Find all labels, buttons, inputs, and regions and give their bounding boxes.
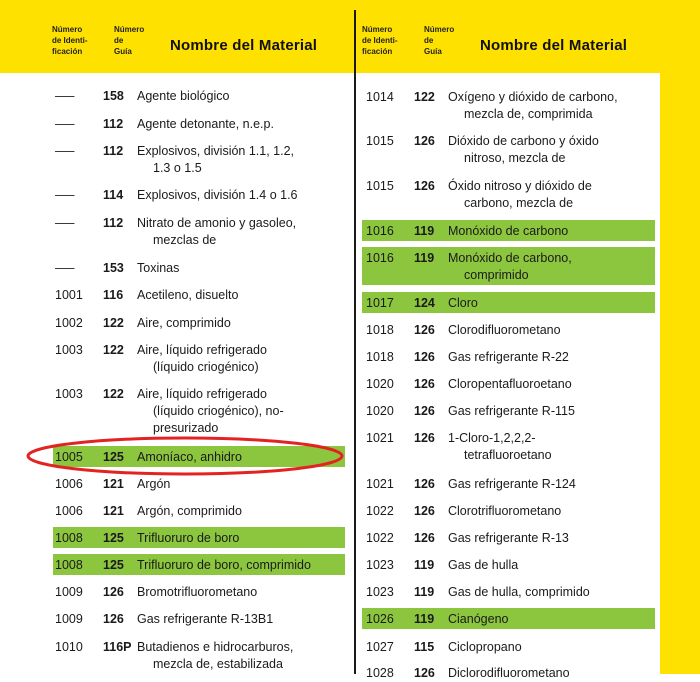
guide-number: 158 bbox=[103, 89, 124, 103]
material-name-line: Gas de hulla, comprimido bbox=[448, 585, 590, 599]
material-name-line: Ciclopropano bbox=[448, 640, 522, 654]
material-name-line: mezclas de bbox=[153, 233, 217, 247]
un-id-number: 1027 bbox=[366, 640, 394, 654]
un-id-number: 1014 bbox=[366, 90, 394, 104]
material-name bbox=[137, 449, 242, 466]
material-name-line: presurizado bbox=[153, 421, 219, 435]
material-name-line: Argón bbox=[137, 477, 171, 491]
material-name bbox=[448, 403, 575, 420]
guide-number: 112 bbox=[103, 216, 124, 230]
material-name-line: Clorodifluorometano bbox=[448, 323, 561, 337]
un-id-number: 1015 bbox=[366, 134, 394, 148]
material-name-line: Monóxido de carbono, bbox=[448, 251, 572, 265]
material-name bbox=[448, 178, 592, 212]
id-column-label-right: Número de Identi- ficación bbox=[362, 25, 398, 56]
guide-number: 116 bbox=[103, 288, 124, 302]
material-name-line: Acetileno, disuelto bbox=[137, 288, 239, 302]
material-name-line: Aire, líquido refrigerado bbox=[137, 343, 267, 357]
guide-number: 119 bbox=[414, 585, 435, 599]
guide-number: 126 bbox=[103, 612, 124, 626]
material-name-line: Oxígeno y dióxido de carbono, bbox=[448, 90, 618, 104]
material-name-line: Gas refrigerante R-13B1 bbox=[137, 612, 274, 626]
material-name-line: Cianógeno bbox=[448, 612, 509, 626]
material-name-line: Gas de hulla bbox=[448, 558, 519, 572]
material-name-line: Cloro bbox=[448, 296, 478, 310]
table-header bbox=[0, 0, 700, 73]
guide-column-label-right: Número de Guía bbox=[424, 25, 455, 56]
guide-number: 119 bbox=[414, 612, 435, 626]
un-id-number: 1026 bbox=[366, 612, 394, 626]
material-name bbox=[448, 295, 478, 312]
material-name-line: Argón, comprimido bbox=[137, 504, 242, 518]
material-name bbox=[137, 611, 273, 628]
guide-number: 112 bbox=[103, 144, 124, 158]
column-divider bbox=[354, 10, 356, 674]
un-id-number: 1022 bbox=[366, 531, 394, 545]
highlight-band bbox=[362, 608, 655, 629]
material-name-line: mezcla de, comprimida bbox=[464, 107, 593, 121]
page-edge-band bbox=[660, 0, 700, 674]
material-name-line: Gas refrigerante R-124 bbox=[448, 477, 576, 491]
guide-number: 122 bbox=[103, 387, 124, 401]
highlight-band bbox=[362, 292, 655, 313]
un-id-number: 1009 bbox=[55, 585, 83, 599]
guide-number: 121 bbox=[103, 477, 124, 491]
material-name-line: Aire, líquido refrigerado bbox=[137, 387, 267, 401]
un-id-number: 1010 bbox=[55, 640, 83, 654]
material-name bbox=[137, 88, 229, 105]
material-name-line: comprimido bbox=[464, 268, 529, 282]
un-id-number: 1028 bbox=[366, 666, 394, 680]
un-id-number: 1017 bbox=[366, 296, 394, 310]
guide-number: 119 bbox=[414, 558, 435, 572]
guide-number: 126 bbox=[414, 179, 435, 193]
un-id-number: —– bbox=[55, 261, 75, 275]
un-id-number: 1021 bbox=[366, 477, 394, 491]
material-name bbox=[448, 611, 508, 628]
un-id-number: —– bbox=[55, 89, 75, 103]
material-name-line: Óxido nitroso y dióxido de bbox=[448, 179, 592, 193]
guide-number: 126 bbox=[414, 666, 435, 680]
material-name bbox=[448, 639, 522, 656]
guide-number: 112 bbox=[103, 117, 124, 131]
guide-number: 125 bbox=[103, 558, 124, 572]
material-name-line: Toxinas bbox=[137, 261, 180, 275]
guide-number: 153 bbox=[103, 261, 124, 275]
material-name-line: Explosivos, división 1.4 o 1.6 bbox=[137, 188, 298, 202]
material-name-line: 1-Cloro-1,2,2,2- bbox=[448, 431, 536, 445]
un-id-number: 1008 bbox=[55, 531, 83, 545]
guide-number: 119 bbox=[414, 224, 435, 238]
material-name bbox=[448, 133, 599, 167]
guide-number: 126 bbox=[414, 377, 435, 391]
un-id-number: —– bbox=[55, 144, 75, 158]
guide-number: 126 bbox=[414, 404, 435, 418]
un-id-number: —– bbox=[55, 188, 75, 202]
material-name-line: Trifluoruro de boro bbox=[137, 531, 240, 545]
material-name-line: Gas refrigerante R-13 bbox=[448, 531, 569, 545]
material-name-line: Monóxido de carbono bbox=[448, 224, 569, 238]
guide-column-label-left: Número de Guía bbox=[114, 25, 145, 56]
material-name-line: Dióxido de carbono y óxido bbox=[448, 134, 599, 148]
material-name bbox=[137, 287, 238, 304]
guide-number: 122 bbox=[414, 90, 435, 104]
un-id-number: 1003 bbox=[55, 343, 83, 357]
guide-number: 126 bbox=[414, 350, 435, 364]
id-column-label-left: Número de Identi- ficación bbox=[52, 25, 88, 56]
guide-number: 114 bbox=[103, 188, 124, 202]
material-name bbox=[448, 584, 590, 601]
material-name-line: carbono, mezcla de bbox=[464, 196, 574, 210]
material-name bbox=[448, 322, 561, 339]
material-name-line: mezcla de, estabilizada bbox=[153, 657, 283, 671]
material-name bbox=[137, 386, 284, 437]
un-id-number: 1009 bbox=[55, 612, 83, 626]
material-name-line: Explosivos, división 1.1, 1.2, bbox=[137, 144, 295, 158]
guide-number: 125 bbox=[103, 450, 124, 464]
material-name bbox=[137, 187, 298, 204]
material-name bbox=[448, 430, 552, 464]
material-name bbox=[137, 342, 267, 376]
material-name bbox=[137, 503, 242, 520]
material-column-title-left: Nombre del Material bbox=[170, 37, 318, 54]
material-name bbox=[448, 89, 618, 123]
material-name bbox=[137, 530, 239, 547]
material-name-line: nitroso, mezcla de bbox=[464, 151, 566, 165]
guide-number: 116P bbox=[103, 640, 132, 654]
material-name bbox=[448, 476, 576, 493]
un-id-number: 1002 bbox=[55, 316, 83, 330]
material-name bbox=[448, 349, 569, 366]
material-name-line: Diclorodifluorometano bbox=[448, 666, 570, 680]
material-name bbox=[137, 315, 231, 332]
material-name bbox=[448, 557, 518, 574]
material-name bbox=[137, 215, 296, 249]
material-name bbox=[137, 476, 170, 493]
un-id-number: 1023 bbox=[366, 558, 394, 572]
material-name bbox=[137, 116, 274, 133]
material-name bbox=[448, 530, 569, 547]
un-id-number: 1018 bbox=[366, 323, 394, 337]
guide-number: 124 bbox=[414, 296, 435, 310]
guide-number: 126 bbox=[414, 323, 435, 337]
un-id-number: 1020 bbox=[366, 404, 394, 418]
material-name-line: Bromotrifluorometano bbox=[137, 585, 258, 599]
un-id-number: 1001 bbox=[55, 288, 83, 302]
material-name bbox=[137, 260, 179, 277]
guide-number: 119 bbox=[414, 251, 435, 265]
material-name bbox=[448, 223, 568, 240]
material-name-line: tetrafluoroetano bbox=[464, 448, 552, 462]
material-column-title-right: Nombre del Material bbox=[480, 37, 628, 54]
material-name bbox=[137, 584, 257, 601]
un-id-number: 1023 bbox=[366, 585, 394, 599]
guide-number: 121 bbox=[103, 504, 124, 518]
material-name bbox=[448, 250, 572, 284]
un-id-number: 1016 bbox=[366, 251, 394, 265]
material-name-line: Cloropentafluoroetano bbox=[448, 377, 572, 391]
guide-number: 126 bbox=[414, 477, 435, 491]
material-name-line: Agente biológico bbox=[137, 89, 230, 103]
un-id-number: 1015 bbox=[366, 179, 394, 193]
un-id-number: 1016 bbox=[366, 224, 394, 238]
un-id-number: 1005 bbox=[55, 450, 83, 464]
guide-number: 122 bbox=[103, 316, 124, 330]
material-name-line: Trifluoruro de boro, comprimido bbox=[137, 558, 311, 572]
material-name-line: Nitrato de amonio y gasoleo, bbox=[137, 216, 297, 230]
material-name-line: Gas refrigerante R-22 bbox=[448, 350, 569, 364]
guide-number: 126 bbox=[414, 531, 435, 545]
guide-number: 126 bbox=[103, 585, 124, 599]
un-id-number: 1006 bbox=[55, 477, 83, 491]
material-name-line: Aire, comprimido bbox=[137, 316, 231, 330]
material-name-line: (líquido criogénico) bbox=[153, 360, 259, 374]
guide-number: 126 bbox=[414, 504, 435, 518]
un-id-number: 1020 bbox=[366, 377, 394, 391]
un-id-number: 1018 bbox=[366, 350, 394, 364]
un-id-number: 1021 bbox=[366, 431, 394, 445]
guide-number: 122 bbox=[103, 343, 124, 357]
guide-number: 125 bbox=[103, 531, 124, 545]
material-name bbox=[137, 639, 293, 673]
un-id-number: 1022 bbox=[366, 504, 394, 518]
material-name bbox=[137, 557, 311, 574]
material-name-line: (líquido criogénico), no- bbox=[153, 404, 284, 418]
un-id-number: 1008 bbox=[55, 558, 83, 572]
un-id-number: 1006 bbox=[55, 504, 83, 518]
material-name-line: Gas refrigerante R-115 bbox=[448, 404, 575, 418]
guide-number: 115 bbox=[414, 640, 435, 654]
un-id-number: —– bbox=[55, 117, 75, 131]
material-name-line: Agente detonante, n.e.p. bbox=[137, 117, 274, 131]
guide-number: 126 bbox=[414, 431, 435, 445]
guide-number: 126 bbox=[414, 134, 435, 148]
material-name-line: Butadienos e hidrocarburos, bbox=[137, 640, 294, 654]
material-name-line: Clorotrifluorometano bbox=[448, 504, 562, 518]
material-name-line: Amoníaco, anhidro bbox=[137, 450, 242, 464]
material-name bbox=[448, 503, 561, 520]
material-name bbox=[448, 376, 572, 393]
material-name-line: 1.3 o 1.5 bbox=[153, 161, 202, 175]
material-name bbox=[137, 143, 294, 177]
un-id-number: —– bbox=[55, 216, 75, 230]
un-id-number: 1003 bbox=[55, 387, 83, 401]
